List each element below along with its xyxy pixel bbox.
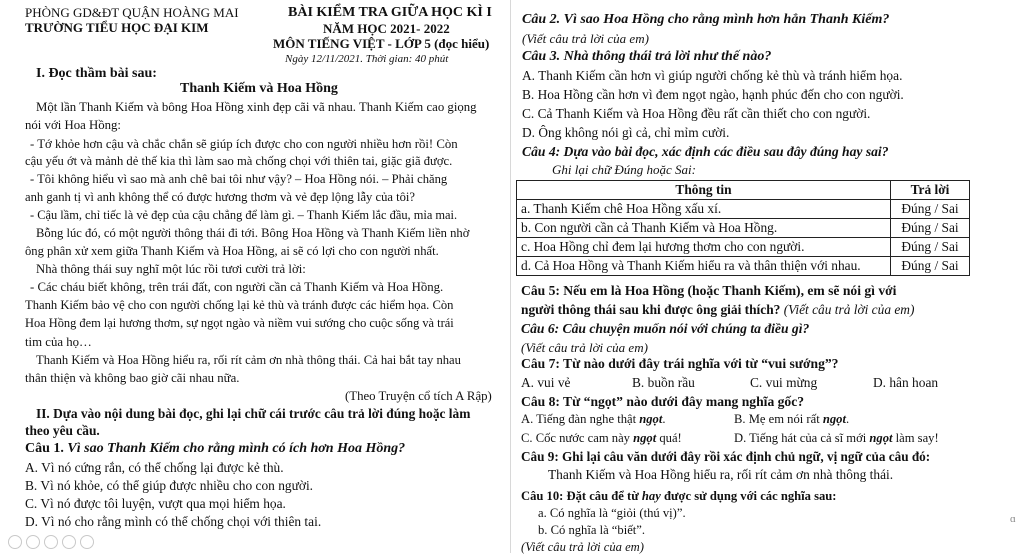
question-4-note: Ghi lại chữ Đúng hoặc Sai: [552, 162, 696, 177]
q3-option-c: C. Cả Thanh Kiếm và Hoa Hồng đều rất cần thiết cho con người. [522, 106, 871, 121]
q7-option-d: D. hân hoan [873, 375, 939, 390]
q7-option-c: C. vui mừng [750, 375, 818, 390]
question-5-cont [521, 303, 914, 316]
question-5: Câu 5: Nếu em là Hoa Hồng (hoặc Thanh Kiếm), em sẽ nói gì với [521, 283, 897, 298]
dept-name: PHÒNG GD&ĐT QUẬN HOÀNG MAI [25, 5, 239, 20]
q1-option-b: B. Vì nó khỏe, có thể giúp được nhiều cho con người. [25, 478, 314, 493]
q7-option-a: A. vui vẻ [521, 375, 571, 390]
q8-option-a [521, 413, 666, 426]
story-line: anh ganh tị vì anh không thể có được hương thơm và vẻ đẹp lộng lẫy của tôi? [25, 190, 416, 204]
question-9: Câu 9: Ghi lại câu văn dưới đây rồi xác định chủ ngữ, vị ngữ của câu đó: [521, 449, 931, 464]
school-name: TRƯỜNG TIỂU HỌC ĐẠI KIM [25, 20, 209, 35]
info-cell: c. Hoa Hồng chỉ đem lại hương thơm cho con người. [517, 238, 891, 257]
question-10-pre: Câu 10: Đặt câu để từ [521, 489, 642, 503]
q8-option-d-post: làm say! [892, 431, 939, 445]
question-10-post: được sử dụng với các nghĩa sau: [660, 489, 837, 503]
story-line: Hoa Hồng đem lại hương thơm, sự ngọt ngào và niềm vui sướng cho cuộc sống và trái [25, 316, 454, 330]
q8-option-d-pre: D. Tiếng hát của cả sĩ mới [734, 431, 870, 445]
answer-cell: Đúng / Sai [891, 200, 970, 219]
part2-heading: II. Dựa vào nội dung bài đọc, ghi lại chữ cái trước câu trả lời đúng hoặc làm [36, 406, 471, 421]
q8-option-b-pre: B. Mẹ em nói rất [734, 412, 823, 426]
story-line: ông phân xử xem giữa Thanh Kiếm và Hoa Hồng, ai sẽ có lợi cho con người nhất. [25, 244, 439, 258]
q10-meaning-b: b. Có nghĩa là “biết”. [538, 523, 646, 537]
col-info-header: Thông tin [517, 181, 891, 200]
page-edge-mark: ɑ [1010, 513, 1016, 525]
story-line: Thanh Kiếm bảo vệ cho con người chống lại kẻ thù và tránh được các hiểm họa. Còn [25, 298, 454, 312]
story-line: - Tớ khỏe hơn cậu và chắc chắn sẽ giúp ích được cho con người nhiều hơn rồi! Còn [30, 137, 458, 151]
q8-option-a-word: ngọt [639, 412, 663, 426]
question-7: Câu 7: Từ nào dưới đây trái nghĩa với từ “vui sướng”? [521, 356, 839, 371]
nav-dot[interactable] [44, 535, 58, 549]
page-nav[interactable] [8, 535, 94, 549]
question-1 [25, 442, 405, 456]
q8-option-c-word: ngọt [633, 431, 657, 445]
q3-option-b: B. Hoa Hồng cần hơn vì đem ngọt ngào, hạnh phúc đến cho con người. [522, 87, 904, 102]
left-page [0, 0, 512, 553]
nav-dot[interactable] [62, 535, 76, 549]
question-8: Câu 8: Từ “ngọt” nào dưới đây mang nghĩa gốc? [521, 394, 805, 409]
question-6-note: (Viết câu trả lời của em) [521, 340, 648, 355]
story-line: Nhà thông thái suy nghĩ một lúc rồi tươi cười trả lời: [36, 262, 306, 276]
answer-cell: Đúng / Sai [891, 238, 970, 257]
table-header-row [517, 181, 970, 200]
q1-option-c: C. Vì nó được tôi luyện, vượt qua mọi hiểm họa. [25, 496, 286, 511]
question-10-word: hay [641, 489, 661, 503]
q8-option-d-word: ngọt [869, 431, 893, 445]
part1-heading: I. Đọc thầm bài sau: [36, 66, 157, 81]
story-line: Một lần Thanh Kiếm và bông Hoa Hồng xinh đẹp cãi vã nhau. Thanh Kiếm cao giọng [36, 100, 477, 114]
q8-option-c-pre: C. Cốc nước cam này [521, 431, 634, 445]
table-row [517, 238, 970, 257]
true-false-table [516, 180, 970, 276]
question-10 [521, 490, 836, 503]
question-9-sentence: Thanh Kiếm và Hoa Hồng hiểu ra, rối rít cảm ơn nhà thông thái. [548, 467, 894, 482]
story-line: nói với Hoa Hồng: [25, 118, 121, 132]
part2-heading-cont: theo yêu cầu. [25, 423, 100, 438]
exam-date: Ngày 12/11/2021. Thời gian: 40 phút [285, 53, 449, 65]
info-cell: d. Cả Hoa Hồng và Thanh Kiếm hiểu ra và thân thiện với nhau. [517, 257, 891, 276]
story-line: tim của họ… [25, 335, 92, 349]
q1-option-d: D. Vì nó cho rằng mình có thể chống chọi với thiên tai. [25, 514, 322, 529]
story-line: Thanh Kiếm và Hoa Hồng hiểu ra, rối rít cảm ơn nhà thông thái. Cả hai bắt tay nhau [36, 353, 461, 367]
answer-cell: Đúng / Sai [891, 219, 970, 238]
story-line: - Các cháu biết không, trên trái đất, con người cần cả Thanh Kiếm và Hoa Hồng. [30, 280, 444, 294]
nav-dot[interactable] [8, 535, 22, 549]
question-2: Câu 2. Vì sao Hoa Hồng cho rằng mình hơn hẳn Thanh Kiếm? [522, 12, 890, 27]
question-6: Câu 6: Câu chuyện muốn nói với chúng ta điều gì? [521, 321, 810, 336]
question-4: Câu 4: Dựa vào bài đọc, xác định các điều sau đây đúng hay sai? [522, 144, 889, 159]
q8-option-b [734, 413, 849, 426]
q8-option-b-post: . [845, 412, 850, 426]
col-answer-header: Trả lời [891, 181, 970, 200]
question-5-line2: người thông thái sau khi được ông giải thích? [521, 302, 781, 317]
question-10-note: (Viết câu trả lời của em) [521, 540, 644, 554]
table-row [517, 219, 970, 238]
q8-option-d [734, 432, 939, 445]
nav-dot[interactable] [26, 535, 40, 549]
q3-option-d: D. Ông không nói gì cả, chỉ mỉm cười. [522, 125, 730, 140]
story-line: - Tôi không hiểu vì sao mà anh chê bai tôi như vậy? – Hoa Hồng nói. – Phải chăng [30, 172, 448, 186]
story-line: - Cậu lầm, chỉ tiếc là vẻ đẹp của cậu chẳng để làm gì. – Thanh Kiếm lắc đầu, mỉa mai. [30, 208, 458, 222]
question-2-note: (Viết câu trả lời của em) [522, 31, 649, 46]
q8-option-a-post: . [662, 412, 666, 426]
page-divider [510, 0, 511, 553]
table-row [517, 257, 970, 276]
info-cell: a. Thanh Kiếm chê Hoa Hồng xấu xí. [517, 200, 891, 219]
question-1-label: Câu 1. [25, 441, 64, 456]
q8-option-a-pre: A. Tiếng đàn nghe thật [521, 412, 640, 426]
school-year: NĂM HỌC 2021- 2022 [323, 21, 450, 36]
story-line: cậu yếu ớt và mảnh dẻ thế kia thì làm sao mà chống chọi với thiên tai, giặc giã được. [25, 154, 453, 168]
q7-option-b: B. buồn rầu [632, 375, 695, 390]
story-source: (Theo Truyện cổ tích A Rập) [345, 389, 492, 403]
q10-meaning-a: a. Có nghĩa là “giỏi (thú vị)”. [538, 506, 686, 520]
exam-title: BÀI KIỂM TRA GIỮA HỌC KÌ I [288, 5, 492, 20]
nav-dot[interactable] [80, 535, 94, 549]
q8-option-c [521, 432, 682, 445]
q3-option-a: A. Thanh Kiếm cần hơn vì giúp người chống kẻ thù và tránh hiểm họa. [522, 68, 903, 83]
table-row [517, 200, 970, 219]
story-line: Bỗng lúc đó, có một người thông thái đi tới. Bông Hoa Hồng và Thanh Kiếm liền nhờ [36, 226, 470, 240]
q8-option-c-post: quá! [656, 431, 682, 445]
story-line: thân thiện và không bao giờ cãi nhau nữa. [25, 371, 240, 385]
q1-option-a: A. Vì nó cứng rắn, có thể chống lại được kẻ thù. [25, 460, 284, 475]
story-title: Thanh Kiếm và Hoa Hồng [180, 81, 338, 96]
q8-option-b-word: ngọt [822, 412, 846, 426]
question-3: Câu 3. Nhà thông thái trả lời như thế nào? [522, 49, 772, 64]
answer-cell: Đúng / Sai [891, 257, 970, 276]
info-cell: b. Con người cần cả Thanh Kiếm và Hoa Hồng. [517, 219, 891, 238]
question-5-note: (Viết câu trả lời của em) [783, 302, 915, 317]
question-1-text: Vì sao Thanh Kiếm cho rằng mình có ích hơn Hoa Hồng? [67, 441, 406, 456]
subject-line: MÔN TIẾNG VIỆT - LỚP 5 (đọc hiểu) [273, 36, 490, 51]
